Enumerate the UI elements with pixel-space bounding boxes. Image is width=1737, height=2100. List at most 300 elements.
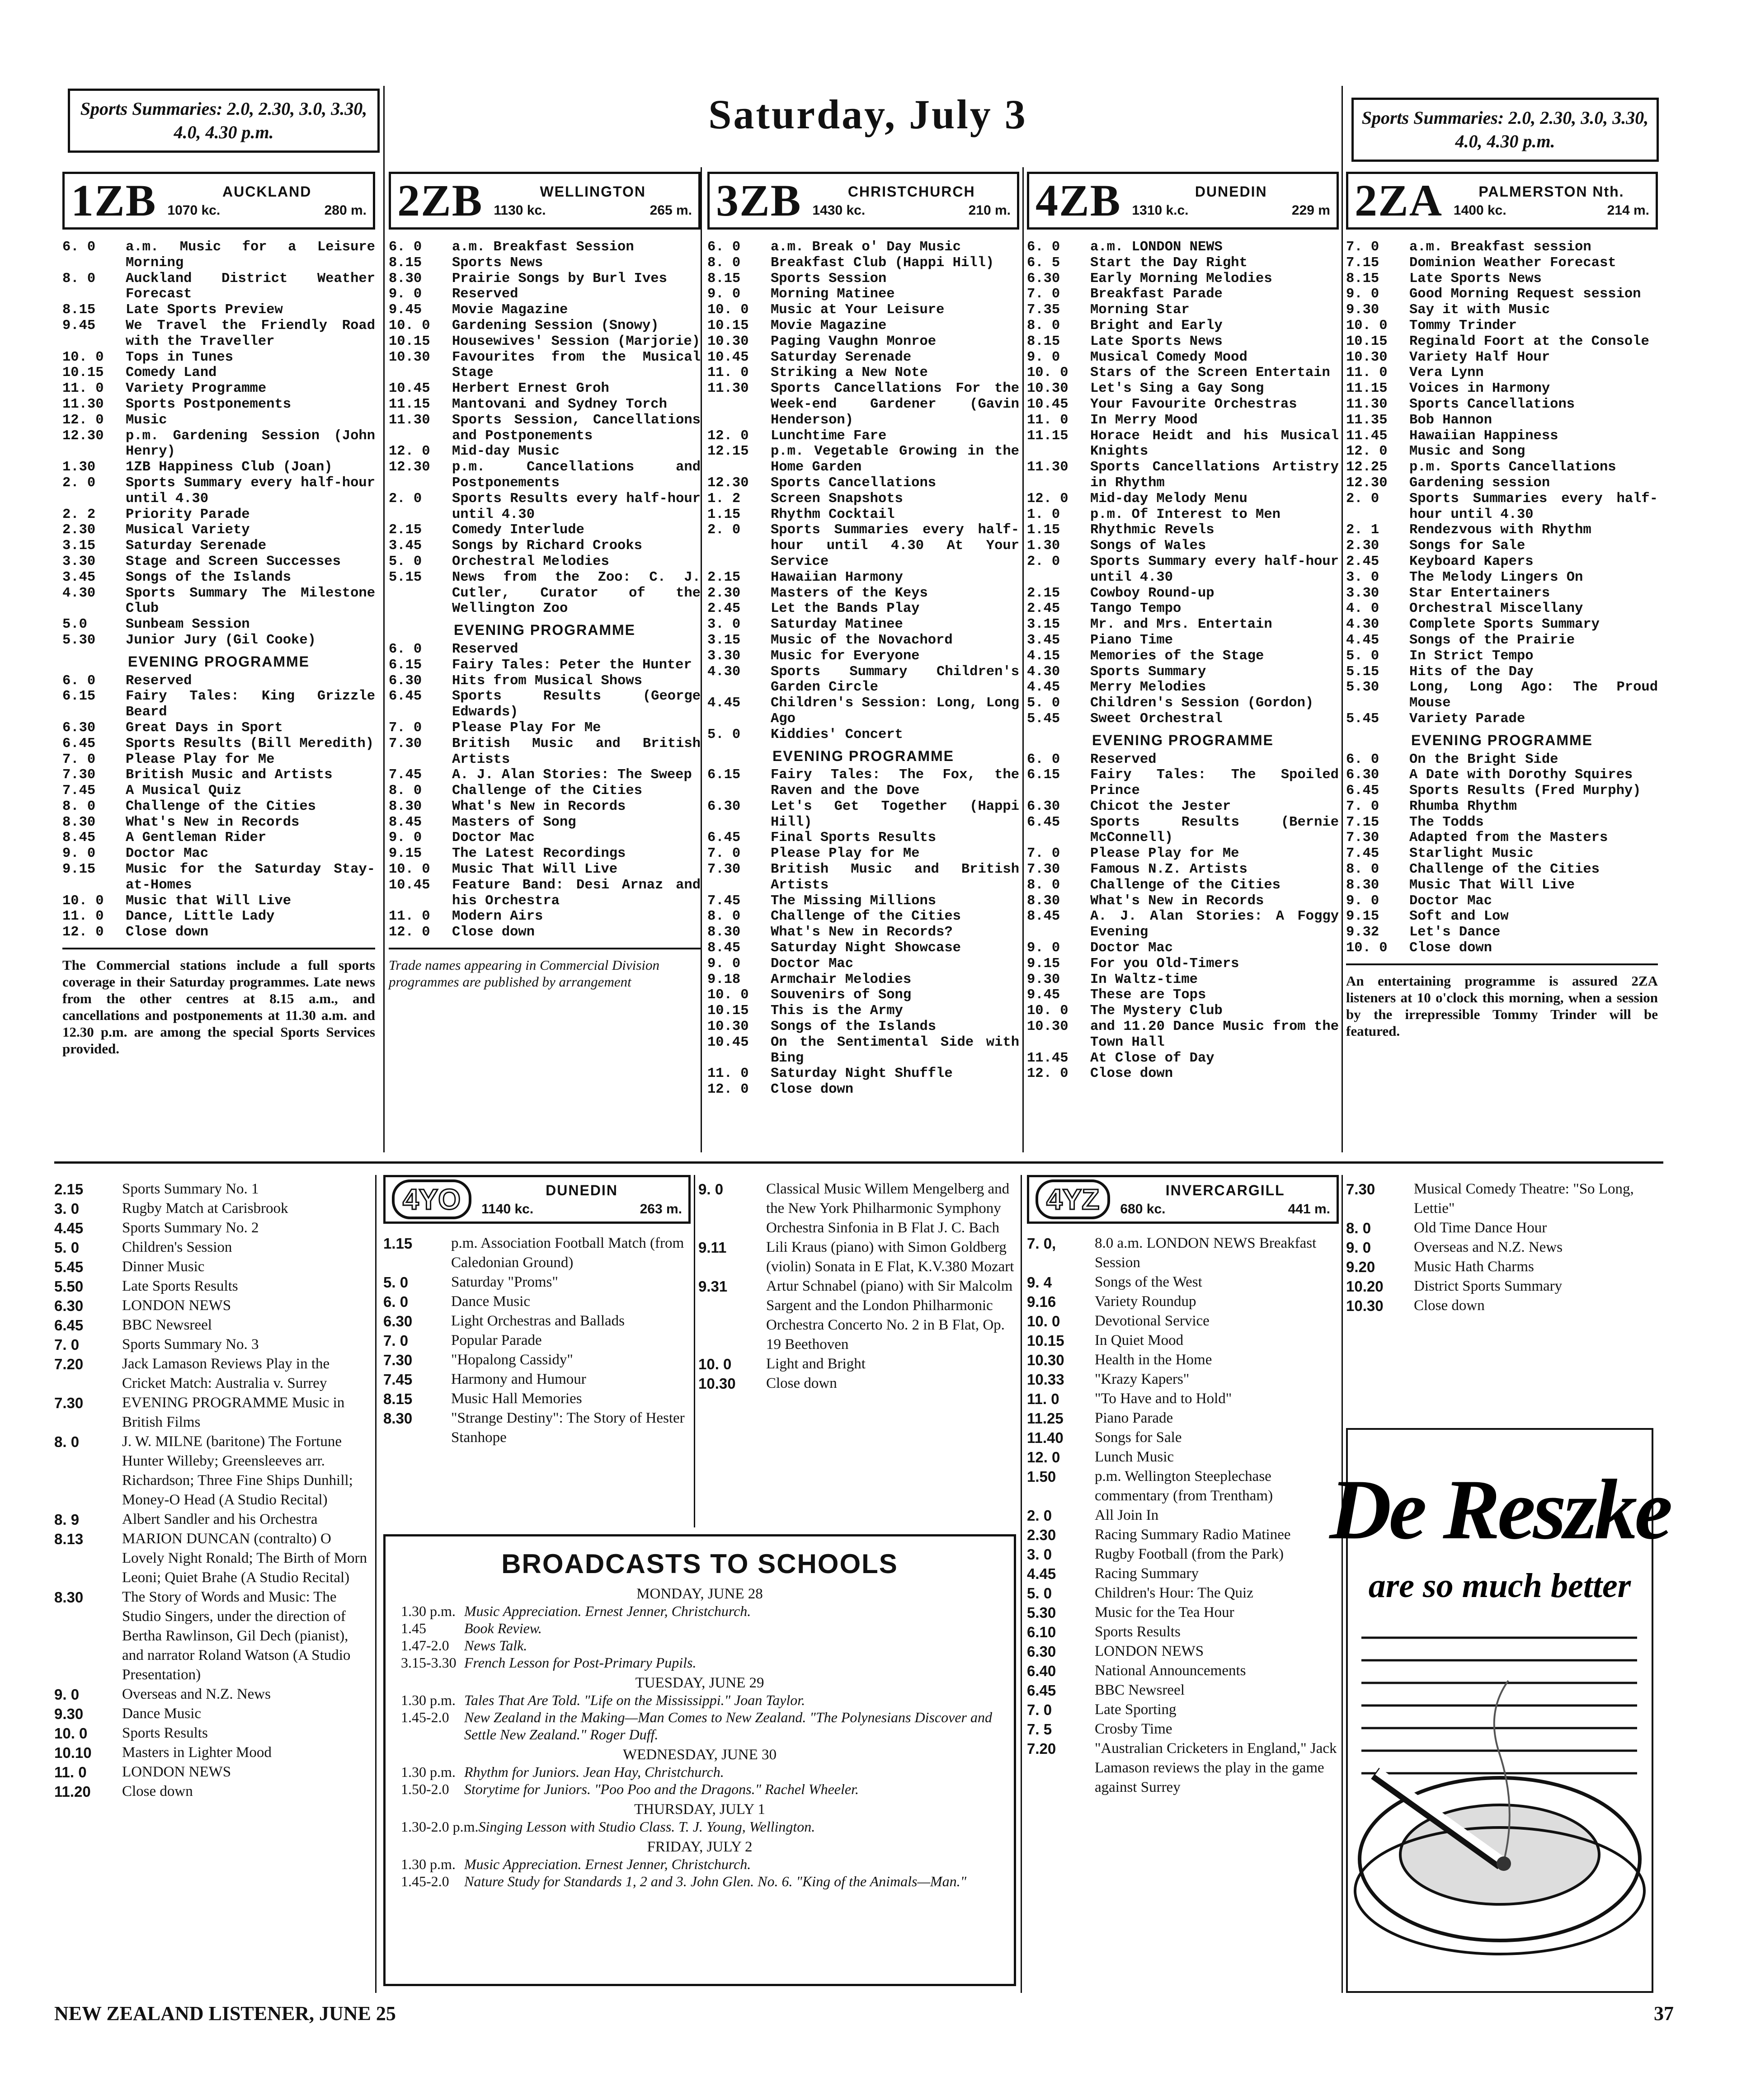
entry-time: 7.30 bbox=[1346, 1181, 1375, 1198]
entry-time: 8. 0 bbox=[54, 1433, 80, 1450]
entry-time: 7. 0 bbox=[707, 846, 741, 862]
entry-time: 6.30 bbox=[1027, 271, 1060, 287]
entry-time: 10.15 bbox=[62, 365, 104, 381]
entry-time: 8.15 bbox=[62, 302, 96, 318]
entry-title: Artur Schnabel (piano) with Sir Malcolm Sargent and the London Philharmonic Orchestra Concerto No. 2 in B Flat, Op. 19 Beethoven bbox=[766, 1278, 1013, 1353]
entry-title: Songs of the Prairie bbox=[1409, 632, 1575, 648]
entry-title: Masters of the Keys bbox=[771, 585, 928, 601]
entry-title: The Melody Lingers On bbox=[1409, 569, 1583, 585]
entry-time: 2.45 bbox=[1027, 601, 1060, 617]
entry-time: 11.15 bbox=[389, 396, 430, 412]
programme-entry bbox=[389, 658, 701, 673]
entry-time: 10. 0 bbox=[389, 862, 430, 878]
entry-time: 7. 0 bbox=[1346, 240, 1379, 255]
programme-entry bbox=[1346, 846, 1658, 862]
entry-time: 9.16 bbox=[1027, 1293, 1056, 1310]
station-header-2za bbox=[1346, 172, 1658, 230]
entry-time: 8.15 bbox=[1346, 271, 1379, 287]
entry-time: 8.45 bbox=[707, 940, 741, 956]
entry-time: 1.30 p.m. bbox=[401, 1856, 456, 1872]
programme-entry bbox=[1027, 1506, 1339, 1525]
programme-entry bbox=[62, 767, 375, 783]
entry-time: 2. 0 bbox=[1027, 554, 1060, 569]
entry-title: Sports Cancellations For the Week-end Gardener (Gavin Henderson) bbox=[771, 381, 1019, 428]
entry-title: Saturday Serenade bbox=[126, 538, 267, 554]
entry-title: Tops in Tunes bbox=[126, 349, 233, 365]
entry-title: Dance Music bbox=[451, 1293, 531, 1310]
entry-time: 1.47-2.0 bbox=[401, 1637, 449, 1654]
entry-time: 10. 0 bbox=[1027, 1313, 1060, 1330]
programme-entry bbox=[707, 617, 1019, 633]
entry-title: Bright and Early bbox=[1090, 318, 1223, 334]
programme-entry bbox=[1027, 586, 1339, 601]
entry-time: 3. 0 bbox=[707, 617, 741, 633]
programme-entry bbox=[707, 570, 1019, 586]
programme-entry bbox=[1027, 1273, 1339, 1292]
entry-time: 12.15 bbox=[707, 444, 749, 460]
programme-entry bbox=[389, 862, 701, 878]
entry-time: 6.45 bbox=[1346, 783, 1379, 799]
entry-time: 10. 0 bbox=[1027, 365, 1069, 381]
entry-time: 7. 0 bbox=[383, 1332, 409, 1349]
entry-title: Challenge of the Cities bbox=[1409, 862, 1600, 878]
programme-entry bbox=[1027, 1603, 1339, 1622]
entry-time: 5.30 bbox=[62, 632, 96, 648]
entry-time: 3.30 bbox=[707, 648, 741, 664]
entry-time: 7. 0 bbox=[62, 752, 96, 767]
programme-entry bbox=[1027, 1739, 1339, 1797]
entry-time: 7.15 bbox=[1346, 255, 1379, 271]
entry-title: Soft and Low bbox=[1409, 909, 1509, 925]
entry-time: 9.15 bbox=[1346, 909, 1379, 925]
entry-time: 8.30 bbox=[1346, 877, 1379, 893]
entry-title: In Strict Tempo bbox=[1409, 648, 1534, 664]
programme-entry bbox=[389, 397, 701, 413]
entry-time: 9.15 bbox=[62, 862, 96, 878]
programme-entry bbox=[1346, 240, 1658, 255]
entry-time: 9. 0 bbox=[389, 830, 422, 846]
entry-title: MARION DUNCAN (contralto) O Lovely Night Ronald; The Birth of Morn Leoni; Quiet Brahe (A Studio Recital) bbox=[122, 1531, 367, 1586]
entry-time: 6.30 bbox=[1027, 1643, 1056, 1660]
entry-time: 7.45 bbox=[707, 893, 741, 909]
programme-entry bbox=[62, 925, 375, 940]
entry-time: 4. 0 bbox=[1346, 601, 1379, 617]
entry-title: Songs of Wales bbox=[1090, 538, 1206, 554]
entry-title: Challenge of the Cities bbox=[452, 783, 642, 799]
entry-title: Sports Summary every half-hour until 4.30 bbox=[1090, 554, 1339, 585]
programme-entry bbox=[707, 972, 1019, 988]
ad-illustration bbox=[1329, 1430, 1670, 1991]
entry-title: Saturday Night Shuffle bbox=[771, 1066, 953, 1082]
programme-entry bbox=[707, 350, 1019, 366]
entry-time: 6. 0 bbox=[1027, 752, 1060, 767]
programme-entry bbox=[62, 570, 375, 586]
programme-entry bbox=[1027, 460, 1339, 491]
programme-entry bbox=[1027, 1331, 1339, 1350]
entry-time: 7.20 bbox=[1027, 1740, 1056, 1757]
station-header-4zb bbox=[1027, 172, 1339, 230]
programme-entry bbox=[1027, 381, 1339, 397]
entry-time: 8. 0 bbox=[1027, 318, 1060, 334]
entry-title: Saturday Night Showcase bbox=[771, 940, 961, 956]
entry-title: Dance, Little Lady bbox=[126, 909, 275, 925]
entry-title: Sports Summary No. 3 bbox=[122, 1336, 259, 1353]
entry-title: Reserved bbox=[1090, 752, 1157, 767]
entry-title: Adapted from the Masters bbox=[1409, 830, 1608, 846]
programme-entry bbox=[1346, 365, 1658, 381]
entry-title: Challenge of the Cities bbox=[771, 909, 961, 925]
schools-entry bbox=[401, 1637, 998, 1654]
station-4yo bbox=[383, 1175, 691, 1527]
programme-entry bbox=[707, 428, 1019, 444]
schools-day-heading: WEDNESDAY, JUNE 30 bbox=[622, 1747, 777, 1763]
entry-title: A Gentleman Rider bbox=[126, 830, 267, 846]
entry-time: 8.30 bbox=[62, 814, 96, 830]
station-wavelength: 214 m. bbox=[1607, 202, 1649, 218]
programme-entry bbox=[707, 522, 1019, 569]
programme-entry bbox=[1027, 428, 1339, 460]
programme-entry bbox=[707, 1066, 1019, 1082]
entry-title: Classical Music Willem Mengelberg and the New York Philharmonic Symphony Orchestra Sinfonia in B Flat J. C. Bach bbox=[766, 1181, 1010, 1236]
programme-entry bbox=[1027, 940, 1339, 956]
programme-entry bbox=[62, 846, 375, 862]
programme-entry bbox=[1027, 538, 1339, 554]
entry-time: 8. 9 bbox=[54, 1511, 80, 1528]
programme-entry bbox=[389, 736, 701, 768]
entry-time: 7. 0 bbox=[389, 720, 422, 736]
entry-time: 7.30 bbox=[1027, 862, 1060, 878]
evening-programme-heading: EVENING PROGRAMME bbox=[772, 747, 955, 764]
entry-title: Masters in Lighter Mood bbox=[122, 1744, 272, 1761]
entry-time: 12. 0 bbox=[389, 925, 430, 940]
programme-entry bbox=[1346, 381, 1658, 397]
entry-title: Nature Study for Standards 1, 2 and 3. John Glen. No. 6. "King of the Animals—Man." bbox=[464, 1873, 967, 1889]
programme-entry bbox=[62, 633, 375, 648]
entry-time: 8. 0 bbox=[1346, 1220, 1371, 1236]
programme-entry bbox=[707, 334, 1019, 350]
entry-time: 7.30 bbox=[1346, 830, 1379, 846]
programme-entry bbox=[54, 1315, 371, 1335]
entry-time: 1.45-2.0 bbox=[401, 1709, 449, 1725]
entry-time: 5.45 bbox=[1027, 711, 1060, 727]
entry-time: 2.15 bbox=[54, 1181, 84, 1198]
programme-entry bbox=[1027, 617, 1339, 633]
entry-title: British Music and Artists bbox=[126, 767, 333, 783]
entry-title: Saturday Serenade bbox=[771, 349, 912, 365]
entry-time: 1.15 bbox=[383, 1235, 413, 1252]
entry-time: 6.45 bbox=[1027, 1682, 1056, 1699]
entry-title: Let's Sing a Gay Song bbox=[1090, 381, 1264, 397]
entry-time: 11.45 bbox=[1027, 1050, 1069, 1066]
entry-title: Piano Time bbox=[1090, 632, 1173, 648]
entry-time: 8.30 bbox=[389, 799, 422, 814]
programme-entry bbox=[62, 365, 375, 381]
programme-entry bbox=[707, 633, 1019, 648]
entry-title: Rugby Match at Carisbrook bbox=[122, 1200, 288, 1217]
entry-title: New Zealand in the Making—Man Comes to New Zealand. "The Polynesians Discover and Settle New Zealand." Roger Duff. bbox=[464, 1709, 992, 1743]
entry-time: 2.30 bbox=[1346, 538, 1379, 554]
entry-title: Musical Comedy Theatre: "So Long, Lettie" bbox=[1414, 1181, 1634, 1217]
programme-entry bbox=[54, 1335, 371, 1354]
entry-time: 11. 0 bbox=[1346, 365, 1388, 381]
programme-entry bbox=[1346, 752, 1658, 768]
programme-entry bbox=[62, 617, 375, 633]
programme-entry bbox=[383, 1331, 691, 1350]
programme-entry bbox=[1346, 334, 1658, 350]
entry-title: Start the Day Right bbox=[1090, 255, 1247, 271]
evening-programme-heading: EVENING PROGRAMME bbox=[1092, 732, 1274, 748]
entry-title: Prairie Songs by Burl Ives bbox=[452, 271, 667, 287]
programme-entry bbox=[707, 491, 1019, 507]
entry-time: 5.0 bbox=[62, 617, 87, 633]
programme-entry bbox=[1027, 240, 1339, 255]
entry-title: "To Have and to Hold" bbox=[1095, 1391, 1232, 1407]
entry-title: a.m. LONDON NEWS bbox=[1090, 240, 1223, 255]
entry-title: a.m. Break o' Day Music bbox=[771, 240, 961, 255]
entry-title: Voices in Harmony bbox=[1409, 381, 1550, 397]
schools-title: BROADCASTS TO SCHOOLS bbox=[501, 1549, 898, 1579]
station-callsign: 4ZB bbox=[1036, 175, 1121, 226]
entry-title: In Quiet Mood bbox=[1095, 1332, 1184, 1348]
programme-entry bbox=[54, 1782, 371, 1801]
entry-title: Sports Cancellations bbox=[771, 475, 937, 491]
entry-title: Close down bbox=[1090, 1066, 1173, 1082]
programme-entry bbox=[1027, 664, 1339, 680]
programme-entry bbox=[707, 862, 1019, 893]
entry-time: 12.30 bbox=[389, 460, 430, 475]
programme-entry bbox=[1346, 893, 1658, 909]
entry-time: 9.11 bbox=[698, 1239, 727, 1256]
programme-entry bbox=[1346, 648, 1658, 664]
entry-title: Old Time Dance Hour bbox=[1414, 1220, 1547, 1236]
entry-title: Sports Summary No. 2 bbox=[122, 1220, 259, 1236]
entry-time: 5. 0 bbox=[1027, 1585, 1052, 1602]
programme-entry bbox=[1027, 1311, 1339, 1331]
entry-title: Music bbox=[126, 412, 167, 428]
entry-time: 10. 0 bbox=[389, 318, 430, 334]
station-callsign: 4YZ bbox=[1036, 1179, 1110, 1219]
programme-entry bbox=[1027, 1622, 1339, 1642]
programme-entry bbox=[1346, 1238, 1658, 1257]
entry-time: 7. 0, bbox=[1027, 1235, 1056, 1252]
programme-entry bbox=[1346, 1277, 1658, 1296]
entry-time: 12. 0 bbox=[1346, 444, 1388, 460]
entry-title: Please Play for Me bbox=[126, 752, 275, 767]
entry-time: 3.15-3.30 bbox=[401, 1654, 457, 1671]
station-callsign: 3ZB bbox=[716, 175, 802, 226]
entry-title: Songs by Richard Crooks bbox=[452, 538, 642, 554]
entry-title: p.m. Vegetable Growing in the Home Garden bbox=[771, 444, 1019, 475]
entry-title: Music That Will Live bbox=[1409, 877, 1575, 893]
entry-title: Jack Lamason Reviews Play in the Cricket Match: Australia v. Surrey bbox=[122, 1356, 330, 1391]
programme-entry bbox=[54, 1743, 371, 1762]
programme-entry bbox=[1346, 570, 1658, 586]
programme-entry bbox=[1027, 1003, 1339, 1019]
schools-day-heading: FRIDAY, JULY 2 bbox=[647, 1839, 753, 1855]
station-city: AUCKLAND bbox=[222, 183, 312, 200]
programme-entry bbox=[1027, 893, 1339, 909]
footer-publication: NEW ZEALAND LISTENER, JUNE 25 bbox=[54, 2002, 396, 2025]
programme-entry bbox=[1027, 799, 1339, 815]
entry-time: 1.30 bbox=[1027, 538, 1060, 554]
entry-title: Health in the Home bbox=[1095, 1352, 1212, 1368]
programme-entry bbox=[1027, 522, 1339, 538]
ad-brand: De Reszke bbox=[1329, 1462, 1670, 1557]
entry-time: 9.30 bbox=[54, 1705, 84, 1722]
entry-time: 11. 0 bbox=[1027, 412, 1069, 428]
entry-time: 11.40 bbox=[1027, 1429, 1064, 1446]
entry-title: Albert Sandler and his Orchestra bbox=[122, 1511, 318, 1527]
entry-title: Housewives' Session (Marjorie) bbox=[452, 334, 701, 349]
entry-time: 3.45 bbox=[62, 569, 96, 585]
programme-entry bbox=[707, 1003, 1019, 1019]
entry-title: Rhythm for Juniors. Jean Hay, Christchurch. bbox=[464, 1764, 724, 1780]
entry-title: Sports Summary bbox=[1090, 664, 1206, 680]
programme-entry bbox=[62, 397, 375, 413]
programme-entry bbox=[62, 240, 375, 271]
entry-title: Sports Results (Fred Murphy) bbox=[1409, 783, 1641, 799]
entry-title: On the Bright Side bbox=[1409, 752, 1558, 767]
programme-entry bbox=[1346, 287, 1658, 302]
entry-time: 7.30 bbox=[707, 862, 741, 878]
entry-title: Tango Tempo bbox=[1090, 601, 1182, 617]
entry-title: and 11.20 Dance Music from the Town Hall bbox=[1090, 1019, 1339, 1050]
programme-entry bbox=[1027, 507, 1339, 523]
entry-time: 10. 0 bbox=[1346, 940, 1388, 956]
entry-title: LONDON NEWS bbox=[122, 1764, 231, 1780]
entry-title: Breakfast Club (Happi Hill) bbox=[771, 255, 994, 271]
entry-title: These are Tops bbox=[1090, 987, 1206, 1003]
entry-title: Music and Song bbox=[1409, 444, 1525, 460]
programme-entry bbox=[62, 752, 375, 768]
entry-title: Herbert Ernest Groh bbox=[452, 381, 609, 397]
entry-title: Children's Session bbox=[122, 1239, 232, 1255]
entry-time: 2.15 bbox=[707, 569, 741, 585]
entry-title: Variety Programme bbox=[126, 381, 267, 397]
entry-title: Light and Bright bbox=[766, 1356, 866, 1372]
entry-title: Morning Star bbox=[1090, 302, 1190, 318]
entry-title: Mid-day Melody Menu bbox=[1090, 491, 1247, 507]
entry-title: Mantovani and Sydney Torch bbox=[452, 396, 667, 412]
programme-entry bbox=[1027, 318, 1339, 334]
programme-entry bbox=[1027, 365, 1339, 381]
entry-time: 9. 0 bbox=[1027, 349, 1060, 365]
entry-title: LONDON NEWS bbox=[1095, 1643, 1204, 1659]
programme-entry bbox=[1346, 830, 1658, 846]
entry-title: Kiddies' Concert bbox=[771, 727, 903, 742]
entry-title: Dinner Music bbox=[122, 1259, 205, 1275]
programme-entry bbox=[1027, 1564, 1339, 1583]
programme-entry bbox=[383, 1273, 691, 1292]
entry-title: Sports Session, Cancellations and Postponements bbox=[452, 412, 701, 444]
entry-title: Feature Band: Desi Arnaz and his Orchestra bbox=[452, 877, 701, 909]
entry-time: 9. 0 bbox=[707, 287, 741, 302]
programme-entry bbox=[1027, 972, 1339, 988]
entry-title: Book Review. bbox=[464, 1620, 542, 1636]
programme-entry bbox=[1027, 633, 1339, 648]
programme-entry bbox=[62, 413, 375, 428]
entry-title: News Talk. bbox=[464, 1637, 527, 1654]
entry-title: District Sports Summary bbox=[1414, 1278, 1563, 1294]
entry-time: 2. 0 bbox=[1027, 1507, 1052, 1524]
programme-entry bbox=[1027, 1642, 1339, 1661]
programme-entry bbox=[383, 1311, 691, 1331]
entry-time: 7. 0 bbox=[54, 1336, 80, 1353]
programme-entry bbox=[389, 444, 701, 460]
entry-time: 1.30 bbox=[62, 460, 96, 475]
entry-title: Junior Jury (Gil Cooke) bbox=[126, 632, 316, 648]
entry-time: 7. 0 bbox=[1027, 287, 1060, 302]
station-note: The Commercial stations include a full sports coverage in their Saturday programmes. Late news from the other centres at 8.15 a.m., and cancellations and postponements at 11.30 a.m. and 12.30 p.m. are among the special Sports Services provided. bbox=[62, 957, 375, 1057]
entry-time: 9. 0 bbox=[389, 287, 422, 302]
programme-entry bbox=[389, 413, 701, 444]
entry-time: 10.30 bbox=[1027, 1019, 1069, 1035]
entry-time: 7. 0 bbox=[1027, 1701, 1052, 1718]
entry-time: 8.45 bbox=[1027, 909, 1060, 925]
entry-title: Horace Heidt and his Musical Knights bbox=[1090, 428, 1339, 460]
entry-title: Doctor Mac bbox=[771, 956, 854, 972]
programme-entry bbox=[707, 287, 1019, 302]
entry-time: 9. 4 bbox=[1027, 1274, 1052, 1291]
entry-time: 11.30 bbox=[1027, 460, 1069, 475]
entry-title: Let's Dance bbox=[1409, 925, 1501, 940]
programme-entry bbox=[389, 381, 701, 397]
programme-entry bbox=[1027, 350, 1339, 366]
broadcasts-to-schools-box bbox=[383, 1534, 1016, 1986]
entry-time: 1.45 bbox=[401, 1620, 426, 1636]
programme-entry bbox=[62, 507, 375, 523]
entry-title: Lili Kraus (piano) with Simon Goldberg (violin) Sonata in E Flat, K.V.380 Mozart bbox=[766, 1239, 1014, 1275]
programme-entry bbox=[54, 1510, 371, 1529]
entry-time: 9.45 bbox=[1027, 987, 1060, 1003]
entry-title: Memories of the Stage bbox=[1090, 648, 1264, 664]
entry-title: "Australian Cricketers in England," Jack Lamason reviews the play in the game against Surrey bbox=[1095, 1740, 1337, 1795]
entry-title: Sports Postponements bbox=[126, 396, 292, 412]
entry-title: Music at Your Leisure bbox=[771, 302, 945, 318]
entry-time: 8.30 bbox=[54, 1589, 84, 1606]
entry-title: Songs for Sale bbox=[1095, 1429, 1182, 1446]
entry-time: 1.30 p.m. bbox=[401, 1603, 456, 1619]
entry-title: p.m. Of Interest to Men bbox=[1090, 507, 1280, 522]
programme-entry bbox=[1027, 413, 1339, 428]
programme-entry bbox=[1027, 767, 1339, 799]
entry-time: 6.10 bbox=[1027, 1624, 1056, 1640]
entry-title: Saturday "Proms" bbox=[451, 1274, 558, 1290]
entry-time: 11. 0 bbox=[54, 1764, 87, 1781]
entry-time: 12.25 bbox=[1346, 460, 1388, 475]
entry-time: 9.30 bbox=[1346, 302, 1379, 318]
station-header-2zb bbox=[389, 172, 701, 230]
entry-time: 8.45 bbox=[62, 830, 96, 846]
programme-entry bbox=[1027, 1066, 1339, 1082]
entry-time: 6.15 bbox=[62, 689, 96, 705]
entry-time: 11.30 bbox=[389, 412, 430, 428]
programme-entry bbox=[62, 271, 375, 303]
entry-time: 3. 0 bbox=[1346, 569, 1379, 585]
entry-time: 11.15 bbox=[1346, 381, 1388, 397]
entry-time: 12. 0 bbox=[1027, 491, 1069, 507]
programme-entry bbox=[1346, 491, 1658, 523]
programme-entry bbox=[1346, 664, 1658, 680]
entry-time: 10. 0 bbox=[1346, 318, 1388, 334]
entry-time: 11.30 bbox=[707, 381, 749, 397]
entry-time: 3. 0 bbox=[1027, 1546, 1052, 1563]
station-header-3zb bbox=[707, 172, 1019, 230]
entry-title: Bob Hannon bbox=[1409, 412, 1492, 428]
programme-entry bbox=[389, 350, 701, 381]
entry-time: 7.30 bbox=[54, 1395, 84, 1411]
programme-entry bbox=[62, 475, 375, 507]
